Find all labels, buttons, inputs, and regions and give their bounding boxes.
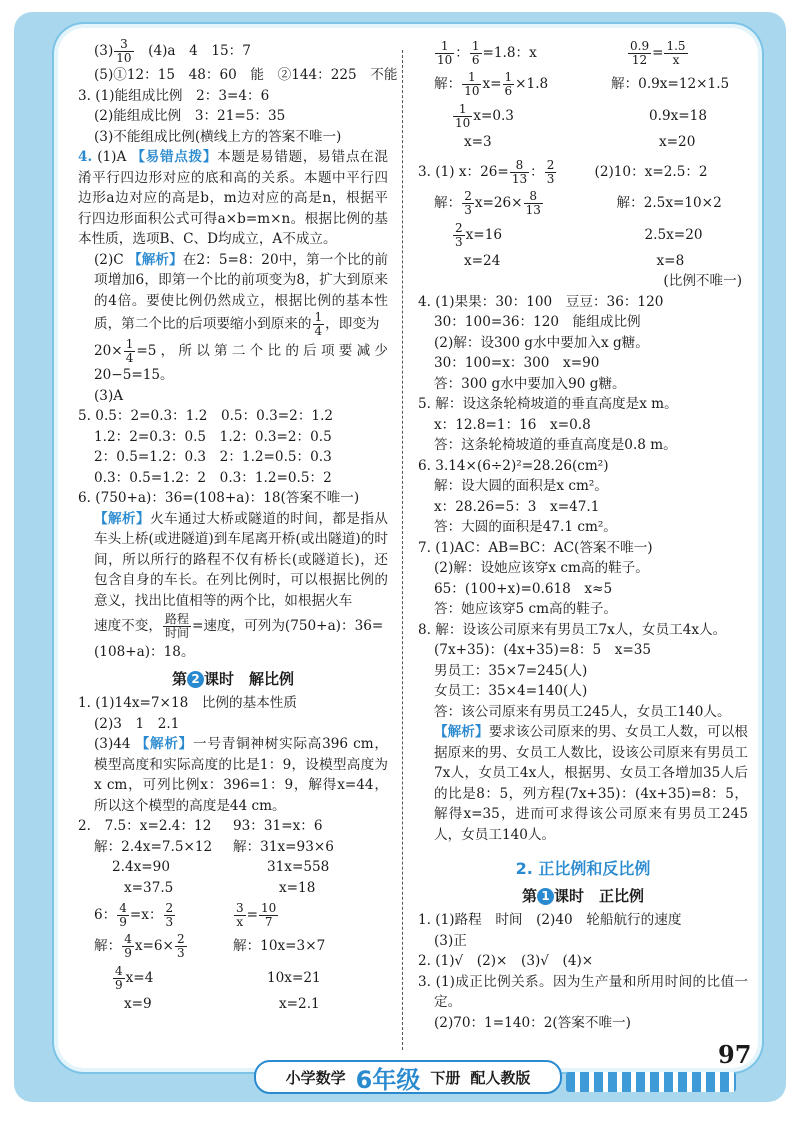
answer-line: (2)解：设300 g水中要加入x g糖。: [434, 334, 649, 351]
equation-line: 解：2.4x=7.5×12: [94, 838, 213, 855]
text: (3): [94, 43, 114, 59]
denominator: 10: [455, 116, 471, 130]
text: =速度，可列为(750+a)：36=: [191, 618, 384, 634]
denominator: x: [236, 915, 244, 929]
denominator: 3: [464, 202, 472, 217]
numerator: 10: [261, 901, 277, 915]
lesson-number-badge: 2: [187, 671, 204, 688]
text: 在2：5=8：20中，第一个比的前项增加6，即第一个比的前项变为8，扩大到原来的4倍。要使比例仍然成立，根据比例的基本性质，第二个比的后项要缩小到原来的: [94, 251, 388, 332]
answer-line: 解：设大圆的面积是x cm²。: [434, 478, 608, 494]
text: 一号青铜神树实际高396 cm，模型高度和实际高度的比是1：9，设模型高度为x cm，可列比例x：396=1：9，解得x=44，所以这个模型的高度是44 cm。: [94, 736, 388, 814]
page-number: 97: [718, 1040, 752, 1069]
equation-line: x=8: [656, 252, 685, 269]
equation-line: 解：2.5x=10×2: [616, 194, 722, 211]
denominator: 时间: [164, 626, 189, 640]
text: 解：: [434, 194, 462, 211]
text: (2)C: [94, 251, 124, 268]
numerator: 4: [119, 901, 127, 915]
answer-paragraph: [78, 509, 388, 612]
answer-line: [78, 38, 388, 65]
equation-line: (2)10：x=2.5：2: [594, 163, 708, 180]
footer-grade: 6年级: [355, 1065, 421, 1094]
equation-line: [418, 68, 583, 100]
answer-line: 2. (1)√ (2)× (3)√ (4)×: [418, 953, 594, 969]
equation-line: 解：10x=3×7: [233, 938, 326, 954]
text: 20×: [94, 343, 123, 359]
answer-line: 0.3：0.5=1.2：2 0.3：1.2=0.5：2: [94, 469, 332, 486]
equation-line: 93：31=x：6: [233, 818, 323, 834]
answer-line: 30：100=x：300 x=90: [434, 355, 600, 371]
text: x=0.3: [473, 108, 514, 124]
numerator: 2: [176, 932, 185, 946]
denominator: 3: [165, 915, 174, 929]
column-divider: [402, 50, 403, 1050]
numerator: 2: [464, 188, 472, 203]
fraction: [313, 311, 325, 338]
text: (4)a 4 15：7: [134, 43, 251, 59]
equation-block: [78, 900, 388, 1015]
text: 火车通过大桥或隧道的时间，都是指从车头上桥(或进隧道)到车尾离开桥(或出隧道)的时间，所以所行的路程不仅有桥长(或隧道长)，还包含自身的车长。在列比例时，可以根据比例的意义，找出比值相等的两个比，如根据火车: [94, 510, 389, 609]
note: (比例不唯一): [663, 273, 742, 289]
left-column: [78, 37, 398, 1015]
text: =5，所以第二个比的后项要减少20−5=15。: [94, 343, 388, 383]
fraction: [628, 40, 651, 67]
answer-line: (2)能组成比例 3：21=5：35: [94, 108, 286, 124]
fraction: [124, 338, 136, 365]
answer-line: 1. (1)14x=7×18 比例的基本性质: [78, 695, 297, 711]
equation-line: [418, 100, 583, 132]
answer-line: 男员工：35×7=245(人): [434, 662, 588, 679]
denominator: 10: [116, 51, 132, 65]
text: ：: [530, 163, 544, 180]
equation-line: 解：31x=93×6: [233, 838, 334, 855]
text: 6：: [94, 907, 117, 923]
answer-line: 5. 解：设这条轮椅坡道的垂直高度是x m。: [418, 396, 678, 412]
text: 第: [521, 886, 537, 905]
answer-line: (108+a)：18。: [94, 644, 195, 660]
fraction: [524, 190, 543, 217]
fraction: [259, 902, 278, 929]
denominator: 9: [119, 915, 127, 929]
equation-line: x=24: [464, 252, 501, 269]
equation-block: [78, 816, 388, 898]
denominator: x: [672, 53, 680, 67]
equation-line: [418, 157, 595, 187]
text: =x：: [129, 907, 163, 923]
fraction: [453, 103, 472, 130]
text: 解：: [434, 76, 462, 92]
denominator: 3: [546, 171, 555, 186]
equation-line: 2.5x=20: [644, 226, 703, 243]
answer-line: 30：100=36：120 能组成比例: [434, 314, 641, 330]
equation-line: 解：0.9x=12×1.5: [611, 76, 730, 92]
numerator: 0.9: [630, 39, 650, 53]
fraction: [163, 613, 191, 640]
equation-line: 31x=558: [267, 859, 330, 875]
answer-line: (2)70：1=140：2(答案不唯一): [434, 1014, 631, 1031]
text: x=4: [125, 970, 154, 986]
equation-line: [78, 900, 233, 930]
text: (3)44: [94, 736, 131, 752]
answer-line: (2)解：设她应该穿x cm高的鞋子。: [434, 560, 649, 576]
answer-line: (5)①12：15 48：60 能 ②144：225 不能: [94, 67, 398, 83]
analysis-tag: 【解析】: [135, 736, 194, 752]
denominator: 10: [437, 53, 453, 67]
answer-line: 4. (1)果果：30：100 豆豆：36：120: [418, 293, 664, 310]
answer-line: 女员工：35×4=140(人): [434, 683, 588, 699]
denominator: 3: [176, 946, 185, 960]
equation-line: x=9: [124, 996, 152, 1012]
numerator: 4: [115, 964, 123, 978]
equation-line: [583, 38, 748, 68]
fraction: [664, 40, 687, 67]
hint-tag: 【易错点拨】: [131, 149, 218, 165]
footer-term: 下册: [430, 1068, 461, 1087]
numerator: 1: [453, 103, 472, 117]
analysis-tag: 【解析】: [434, 724, 489, 740]
equation-line: 2.4x=90: [112, 859, 170, 875]
footer-banner: [254, 1060, 562, 1094]
denominator: 4: [314, 324, 323, 338]
answer-line: 1. (1)路程 时间 (2)40 轮船航行的速度: [418, 912, 682, 928]
equation-line: x=20: [659, 134, 696, 150]
numerator: 1: [504, 70, 513, 84]
numerator: 1.5: [666, 39, 686, 53]
denominator: 7: [264, 915, 273, 929]
numerator: 2: [455, 220, 463, 235]
numerator: 8: [524, 190, 543, 204]
answer-line: 6. (750+a)：36=(108+a)：18(答案不唯一): [78, 490, 360, 506]
equation-line: [418, 219, 595, 251]
numerator: 4: [124, 932, 132, 946]
denominator: 3: [455, 234, 463, 249]
answer-line: (3)不能组成比例(横线上方的答案不唯一): [94, 128, 342, 145]
text: 速度不变，: [94, 618, 162, 634]
fraction: [175, 933, 187, 960]
decorative-stripes: [566, 1072, 736, 1092]
denominator: 13: [511, 171, 528, 186]
footer-edition: 配人教版: [470, 1068, 531, 1087]
text: =: [246, 907, 259, 923]
equation-line: 10x=21: [267, 970, 321, 986]
text: (1)A: [97, 149, 127, 165]
text: 解：: [94, 938, 122, 954]
answer-line: 6. 3.14×(6÷2)²=28.26(cm²): [418, 457, 609, 474]
footer-subject: 小学数学: [285, 1068, 346, 1087]
numerator: 3: [114, 38, 133, 52]
denominator: 10: [464, 84, 480, 98]
text: x=16: [465, 226, 502, 243]
equation-line: [418, 187, 595, 219]
fraction: [113, 965, 125, 992]
text: 第: [171, 669, 187, 688]
answer-line: 3. (1)能组成比例 2：3=4：6: [78, 87, 270, 104]
answer-line: 答：300 g水中要加入90 g糖。: [434, 375, 626, 392]
equation-line: x=18: [279, 879, 316, 896]
equation-line: [418, 38, 583, 68]
text: ×1.8: [515, 76, 549, 92]
answer-line: x：28.26=5：3 x=47.1: [434, 498, 600, 515]
equation-line: [78, 930, 233, 962]
equation-block: [418, 38, 748, 153]
equation-line: x=2.1: [279, 996, 320, 1012]
numerator: 1: [125, 337, 134, 351]
answer-line: x：12.8=1：16 x=0.8: [434, 416, 591, 433]
denominator: 13: [525, 202, 541, 217]
fraction: [510, 159, 529, 186]
fraction: [234, 902, 246, 929]
fraction: [462, 190, 474, 217]
fraction: [470, 40, 482, 67]
numerator: 2: [546, 157, 555, 172]
answer-line: [78, 613, 388, 640]
fraction: [164, 902, 176, 929]
answer-line: 2：0.5=1.2：0.3 2：1.2=0.5：0.3: [94, 449, 332, 465]
fraction: [462, 71, 481, 98]
answer-paragraph: [78, 734, 388, 816]
fraction: [122, 933, 134, 960]
numerator: 路程: [164, 612, 189, 626]
denominator: 4: [125, 351, 134, 365]
answer-line: 8. 解：设该公司原来有男员工7x人，女员工4x人。: [418, 621, 727, 638]
text: x=6×: [134, 938, 174, 954]
answer-paragraph: [78, 250, 388, 339]
denominator: 9: [124, 946, 132, 960]
answer-line: 1.2：2=0.3：0.5 1.2：0.3=2：0.5: [94, 428, 332, 445]
equation-line: [78, 962, 233, 994]
section-title: [418, 886, 748, 907]
analysis-tag: 【解析】: [128, 251, 183, 268]
section-title: [78, 669, 388, 690]
answer-line: 答：大圆的面积是47.1 cm²。: [434, 519, 617, 535]
answer-line: 答：她应该穿5 cm高的鞋子。: [434, 601, 618, 617]
fraction: [435, 40, 454, 67]
text: 3. (1) x：26=: [418, 163, 509, 180]
text: =: [652, 45, 664, 61]
numerator: 1: [314, 310, 323, 324]
numerator: 2: [165, 901, 174, 915]
right-column: [418, 38, 748, 1033]
denominator: 12: [631, 53, 648, 67]
equation-line: x=3: [464, 134, 492, 150]
text: 要求该公司原来的男、女员工人数，可以根据原来的男、女员工人数比，设该公司原来有男员工7x人，女员工4x人，根据男、女员工各增加35人后的比是8：5，列方程(7x+35)：(4x+35)=8：5，解得x=35，进而可求得该公司原来有男员工245人，女员工140人。: [434, 724, 749, 843]
answer-line: 答：该公司原来有男员工245人，女员工140人。: [434, 703, 731, 720]
equation-block: [418, 157, 748, 272]
text: ，即变为: [325, 316, 380, 332]
answer-line: (2)3 1 2.1: [94, 715, 180, 732]
answer-paragraph: [78, 147, 388, 250]
equation-line: [233, 900, 388, 930]
denominator: 6: [504, 84, 513, 98]
text: x=: [482, 76, 502, 92]
text: 课时 解比例: [204, 669, 295, 688]
equation-line: x=37.5: [124, 879, 174, 896]
numerator: 1: [435, 40, 454, 54]
fraction: [114, 38, 133, 65]
denominator: 9: [115, 978, 123, 992]
answer-line: (7x+35)：(4x+35)=8：5 x=35: [434, 642, 652, 658]
answer-paragraph: 3. (1)成正比例关系。因为生产量和所用时间的比值一定。: [418, 973, 748, 1010]
equation-line: 0.9x=18: [649, 108, 707, 124]
fraction: [453, 222, 465, 249]
answer-line: 7. (1)AC：AB=BC：AC(答案不唯一): [418, 539, 653, 556]
text: x=26×: [474, 194, 523, 211]
analysis-tag: 【解析】: [94, 510, 151, 527]
answer-line: 答：这条轮椅坡道的垂直高度是0.8 m。: [434, 437, 677, 453]
numerator: 3: [236, 901, 244, 915]
denominator: 6: [471, 53, 480, 67]
answer-line: 5. 0.5：2=0.3：1.2 0.5：0.3=2：1.2: [78, 408, 334, 424]
equation-line: 2. 7.5：x=2.4：12: [78, 818, 212, 834]
answer-line: (3)A: [94, 387, 124, 404]
answer-paragraph: [418, 722, 748, 845]
text: ：: [455, 45, 469, 61]
text: 本题是易错题，易错点在混淆平行四边形对应的底和高的关系。本题中平行四边形a边对应的高是b，m边对应的高是n，根据平行四边形面积公式可得a×b=m×n。根据比例的基本性质，选项B、C、D均成立，A不成立。: [78, 149, 389, 247]
numerator: 8: [510, 159, 529, 173]
text: 课时 正比例: [554, 886, 645, 905]
fraction: [117, 902, 129, 929]
text: =1.8：x: [482, 45, 537, 61]
chapter-title: 2. 正比例和反比例: [515, 859, 651, 878]
numerator: 1: [471, 39, 480, 53]
answer-paragraph: [78, 338, 388, 386]
fraction: [545, 159, 557, 186]
fraction: [503, 71, 515, 98]
answer-line: (3)正: [434, 932, 467, 949]
lesson-number-badge: 1: [537, 888, 554, 905]
question-number: 4.: [78, 149, 93, 165]
answer-line: 65：(100+x)=0.618 x≈5: [434, 580, 613, 597]
numerator: 1: [462, 71, 481, 85]
